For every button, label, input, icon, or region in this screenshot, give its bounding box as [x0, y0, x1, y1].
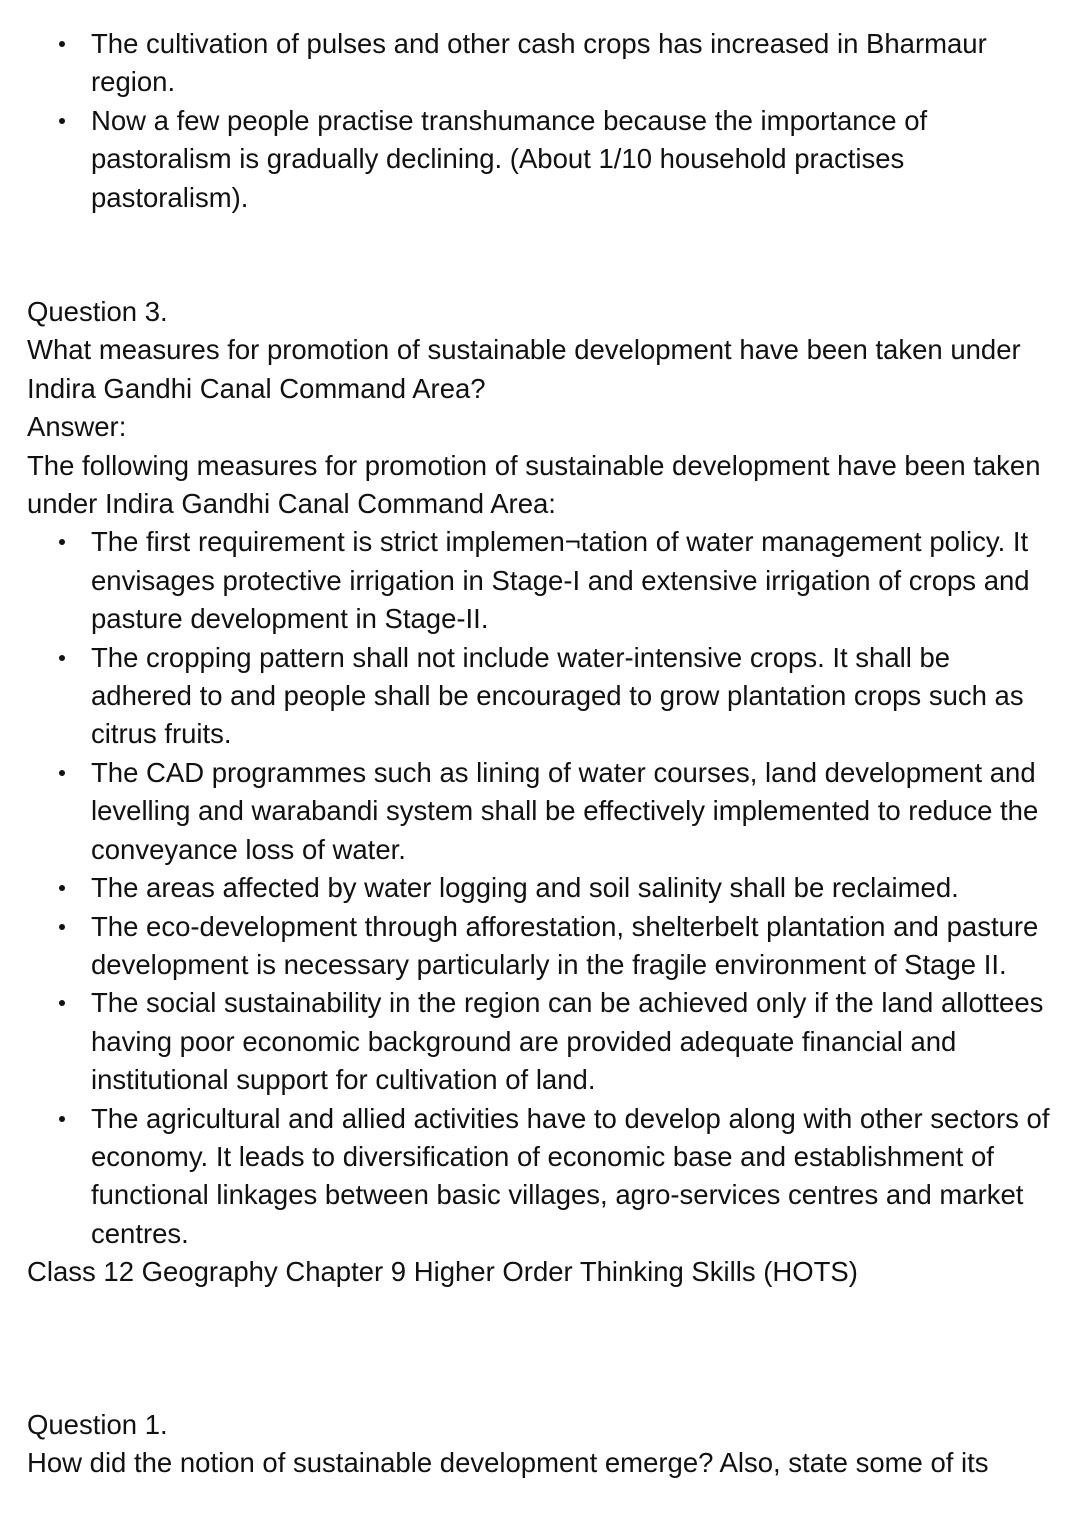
question-3-label: Question 3.: [27, 296, 168, 327]
measures-bullet-list: [0, 523, 1080, 1253]
bullet-icon: [59, 1000, 65, 1006]
list-item: The areas affected by water logging and soil salinity shall be reclaimed.: [0, 869, 1080, 907]
bullet-icon: [59, 539, 65, 545]
answer-label: Answer:: [27, 411, 127, 443]
question-3-text: What measures for promotion of sustainable development have been taken under Indira Gandhi Canal Command Area?: [27, 334, 1021, 404]
bullet-icon: [59, 655, 65, 661]
bullet-icon: [59, 118, 65, 124]
question-1-text: How did the notion of sustainable development emerge? Also, state some of its: [27, 1447, 989, 1479]
bharmaur-bullet-list: [0, 25, 1080, 217]
list-item: The social sustainability in the region can be achieved only if the land allottees having poor economic background are provided adequate financial and institutional support for cultivation of land.: [0, 984, 1080, 1099]
bullet-icon: [59, 770, 65, 776]
bullet-icon: [59, 924, 65, 930]
list-item: The CAD programmes such as lining of water courses, land development and levelling and warabandi system shall be effectively implemented to reduce the conveyance loss of water.: [0, 754, 1080, 869]
list-item: The cropping pattern shall not include water-intensive crops. It shall be adhered to and people shall be encouraged to grow plantation crops such as citrus fruits.: [0, 639, 1080, 754]
list-item: Now a few people practise transhumance because the importance of pastoralism is gradually declining. (About 1/10 household practises pastoralism).: [0, 102, 1080, 217]
list-item: The first requirement is strict implemen¬tation of water management policy. It envisages protective irrigation in Stage-I and extensive irrigation of crops and pasture development in Stage-II.: [0, 523, 1080, 638]
list-item: The eco-development through afforestation, shelterbelt plantation and pasture development is necessary particularly in the fragile environment of Stage II.: [0, 908, 1080, 985]
section-heading: Class 12 Geography Chapter 9 Higher Order Thinking Skills (HOTS): [27, 1256, 858, 1288]
question-3-block: [0, 293, 1080, 1292]
bullet-icon: [59, 1116, 65, 1122]
question-1-label: Question 1.: [27, 1409, 168, 1440]
answer-intro: The following measures for promotion of sustainable development have been taken under Indira Gandhi Canal Command Area:: [27, 449, 1041, 520]
hots-question-1-block: [0, 1406, 1080, 1483]
bullet-icon: [59, 41, 65, 47]
list-item: The cultivation of pulses and other cash crops has increased in Bharmaur region.: [0, 25, 1080, 102]
list-item: The agricultural and allied activities have to develop along with other sectors of economy. It leads to diversification of economic base and establishment of functional linkages between basic villages, agro-services centres and market centres.: [0, 1100, 1080, 1254]
bullet-icon: [59, 885, 65, 891]
